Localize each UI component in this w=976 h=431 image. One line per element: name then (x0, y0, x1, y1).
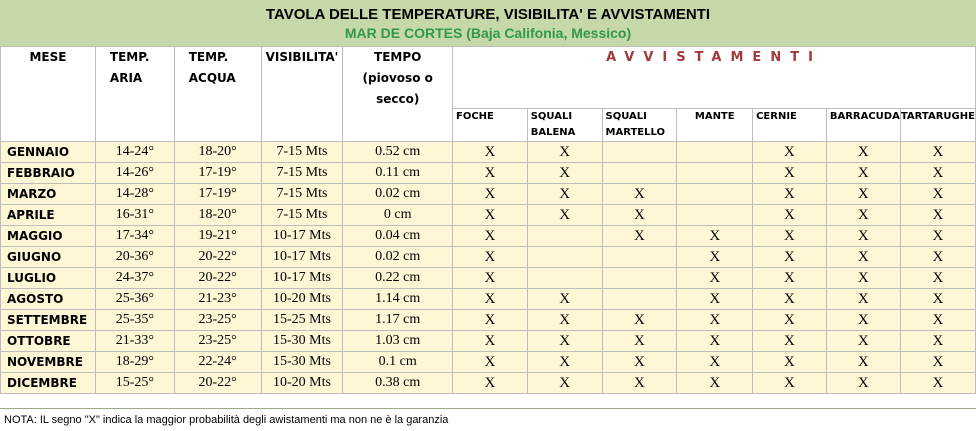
sighting-cell (602, 268, 677, 289)
sighting-cell: X (900, 184, 975, 205)
sighting-cell (677, 184, 753, 205)
sighting-cell: X (753, 184, 827, 205)
header-species: CERNIE (753, 109, 827, 142)
table-row (1, 247, 976, 268)
title-banner (0, 0, 976, 47)
header-avvistamenti: AVVISTAMENTI (453, 47, 976, 109)
table-title: TAVOLA DELLE TEMPERATURE, VISIBILITA' E AVVISTAMENTI (265, 6, 711, 23)
sighting-cell: X (900, 310, 975, 331)
sighting-cell: X (527, 310, 602, 331)
month-cell: GIUGNO (1, 247, 96, 268)
month-cell: MARZO (1, 184, 96, 205)
visibilita-cell: 7-15 Mts (261, 142, 343, 163)
sighting-cell: X (753, 226, 827, 247)
sighting-cell: X (602, 205, 677, 226)
sighting-cell: X (826, 289, 900, 310)
sighting-cell: X (900, 268, 975, 289)
sighting-cell: X (826, 247, 900, 268)
temp-acqua-cell: 20-22° (174, 247, 261, 268)
visibilita-cell: 10-20 Mts (261, 373, 343, 394)
header-species: SQUALI MARTELLO (602, 109, 677, 142)
visibilita-cell: 15-30 Mts (261, 352, 343, 373)
sighting-cell (677, 205, 753, 226)
sighting-cell: X (453, 142, 528, 163)
sighting-cell (527, 226, 602, 247)
sighting-cell: X (527, 289, 602, 310)
sighting-cell: X (453, 310, 528, 331)
sighting-cell: X (753, 247, 827, 268)
temp-acqua-cell: 18-20° (174, 205, 261, 226)
sighting-cell: X (826, 268, 900, 289)
table-row (1, 142, 976, 163)
sighting-cell: X (826, 226, 900, 247)
visibilita-cell: 7-15 Mts (261, 163, 343, 184)
visibilita-cell: 10-17 Mts (261, 268, 343, 289)
table-row (1, 331, 976, 352)
sighting-cell: X (602, 310, 677, 331)
sighting-cell: X (753, 142, 827, 163)
sighting-cell: X (753, 268, 827, 289)
sighting-cell: X (527, 142, 602, 163)
sighting-cell: X (826, 310, 900, 331)
tempo-cell: 0.02 cm (343, 184, 453, 205)
header-mese: MESE (1, 47, 96, 142)
month-cell: OTTOBRE (1, 331, 96, 352)
sighting-cell: X (900, 331, 975, 352)
tempo-cell: 0.22 cm (343, 268, 453, 289)
tempo-cell: 1.17 cm (343, 310, 453, 331)
sighting-cell: X (753, 373, 827, 394)
sighting-cell: X (826, 352, 900, 373)
tempo-cell: 0.02 cm (343, 247, 453, 268)
tempo-cell: 0.1 cm (343, 352, 453, 373)
visibilita-cell: 10-17 Mts (261, 247, 343, 268)
month-cell: GENNAIO (1, 142, 96, 163)
sighting-cell: X (453, 331, 528, 352)
table-row (1, 268, 976, 289)
sighting-cell: X (677, 247, 753, 268)
sighting-cell: X (900, 163, 975, 184)
month-cell: DICEMBRE (1, 373, 96, 394)
sighting-cell: X (453, 373, 528, 394)
table-row (1, 310, 976, 331)
header-species: FOCHE (453, 109, 528, 142)
sighting-cell: X (753, 310, 827, 331)
sighting-cell (527, 268, 602, 289)
temp-aria-cell: 14-28° (95, 184, 174, 205)
sighting-cell: X (900, 289, 975, 310)
sighting-cell: X (753, 205, 827, 226)
sighting-cell: X (602, 373, 677, 394)
temp-aria-cell: 20-36° (95, 247, 174, 268)
month-cell: AGOSTO (1, 289, 96, 310)
header-species: BARRACUDA (826, 109, 900, 142)
visibilita-cell: 15-25 Mts (261, 310, 343, 331)
sighting-cell: X (677, 331, 753, 352)
sighting-cell (527, 247, 602, 268)
month-cell: SETTEMBRE (1, 310, 96, 331)
sighting-cell: X (677, 373, 753, 394)
sighting-cell (677, 142, 753, 163)
sighting-cell: X (527, 352, 602, 373)
tempo-cell: 0.04 cm (343, 226, 453, 247)
sighting-cell: X (602, 226, 677, 247)
footnote-label: NOTA (4, 414, 34, 426)
temp-aria-cell: 24-37° (95, 268, 174, 289)
sighting-cell: X (527, 163, 602, 184)
sighting-cell (602, 163, 677, 184)
header-temp-acqua: TEMP. ACQUA (174, 47, 261, 142)
sighting-cell: X (900, 352, 975, 373)
visibilita-cell: 10-20 Mts (261, 289, 343, 310)
sighting-cell: X (453, 226, 528, 247)
sighting-cell: X (826, 142, 900, 163)
temp-aria-cell: 25-35° (95, 310, 174, 331)
sighting-cell: X (900, 205, 975, 226)
sighting-cell: X (453, 163, 528, 184)
sighting-cell: X (826, 163, 900, 184)
sighting-cell: X (602, 184, 677, 205)
table-row (1, 289, 976, 310)
temp-aria-cell: 14-26° (95, 163, 174, 184)
sighting-cell: X (602, 352, 677, 373)
sighting-cell: X (677, 310, 753, 331)
tempo-cell: 0 cm (343, 205, 453, 226)
sighting-cell: X (453, 352, 528, 373)
table-row (1, 163, 976, 184)
header-species: TARTARUGHE (900, 109, 975, 142)
sighting-cell: X (677, 352, 753, 373)
tempo-cell: 0.52 cm (343, 142, 453, 163)
temp-aria-cell: 15-25° (95, 373, 174, 394)
sighting-cell: X (826, 331, 900, 352)
sighting-cell: X (677, 226, 753, 247)
sighting-cell: X (900, 247, 975, 268)
sighting-cell: X (527, 373, 602, 394)
sighting-cell: X (453, 205, 528, 226)
sighting-cell: X (527, 184, 602, 205)
tempo-cell: 0.38 cm (343, 373, 453, 394)
header-visibilita: VISIBILITA' (261, 47, 343, 142)
temp-aria-cell: 17-34° (95, 226, 174, 247)
sighting-cell: X (826, 205, 900, 226)
sighting-cell: X (900, 142, 975, 163)
sighting-cell: X (753, 331, 827, 352)
table-row (1, 184, 976, 205)
tempo-cell: 0.11 cm (343, 163, 453, 184)
temp-acqua-cell: 18-20° (174, 142, 261, 163)
sighting-cell: X (900, 226, 975, 247)
sighting-cell (602, 289, 677, 310)
temp-acqua-cell: 23-25° (174, 310, 261, 331)
month-cell: MAGGIO (1, 226, 96, 247)
sighting-cell: X (527, 205, 602, 226)
sighting-cell: X (453, 184, 528, 205)
header-temp-aria: TEMP. ARIA (95, 47, 174, 142)
header-tempo: TEMPO (piovoso o secco) (343, 47, 453, 142)
month-cell: LUGLIO (1, 268, 96, 289)
table-row (1, 373, 976, 394)
footnote-text: : IL segno "X" indica la maggior probabilità degli awistamenti ma non ne è la garanzia (33, 414, 449, 426)
sighting-cell: X (826, 184, 900, 205)
temp-aria-cell: 14-24° (95, 142, 174, 163)
temp-aria-cell: 18-29° (95, 352, 174, 373)
tempo-cell: 1.03 cm (343, 331, 453, 352)
footnote (0, 408, 976, 430)
sighting-cell (602, 142, 677, 163)
visibilita-cell: 10-17 Mts (261, 226, 343, 247)
sighting-cell (602, 247, 677, 268)
temp-acqua-cell: 20-22° (174, 373, 261, 394)
temp-acqua-cell: 17-19° (174, 184, 261, 205)
sighting-cell: X (753, 352, 827, 373)
temp-aria-cell: 25-36° (95, 289, 174, 310)
table-row (1, 352, 976, 373)
visibilita-cell: 15-30 Mts (261, 331, 343, 352)
header-species: MANTE (677, 109, 753, 142)
sighting-cell: X (826, 373, 900, 394)
sighting-cell (677, 163, 753, 184)
temp-acqua-cell: 20-22° (174, 268, 261, 289)
sighting-cell: X (900, 373, 975, 394)
tempo-cell: 1.14 cm (343, 289, 453, 310)
sighting-cell: X (753, 289, 827, 310)
sighting-cell: X (453, 247, 528, 268)
sighting-cell: X (753, 163, 827, 184)
temp-acqua-cell: 23-25° (174, 331, 261, 352)
temp-acqua-cell: 17-19° (174, 163, 261, 184)
sighting-cell: X (677, 289, 753, 310)
month-cell: NOVEMBRE (1, 352, 96, 373)
sighting-cell: X (453, 289, 528, 310)
table-row (1, 226, 976, 247)
sighting-cell: X (602, 331, 677, 352)
month-cell: APRILE (1, 205, 96, 226)
visibilita-cell: 7-15 Mts (261, 184, 343, 205)
sighting-cell: X (527, 331, 602, 352)
sighting-cell: X (453, 268, 528, 289)
temp-aria-cell: 21-33° (95, 331, 174, 352)
visibilita-cell: 7-15 Mts (261, 205, 343, 226)
temperature-table (0, 46, 976, 394)
temp-acqua-cell: 19-21° (174, 226, 261, 247)
sighting-cell: X (677, 268, 753, 289)
table-subtitle: MAR DE CORTES (Baja Califonia, Messico) (344, 25, 632, 41)
header-species: SQUALI BALENA (527, 109, 602, 142)
temp-acqua-cell: 21-23° (174, 289, 261, 310)
temp-aria-cell: 16-31° (95, 205, 174, 226)
month-cell: FEBBRAIO (1, 163, 96, 184)
temp-acqua-cell: 22-24° (174, 352, 261, 373)
table-row (1, 205, 976, 226)
